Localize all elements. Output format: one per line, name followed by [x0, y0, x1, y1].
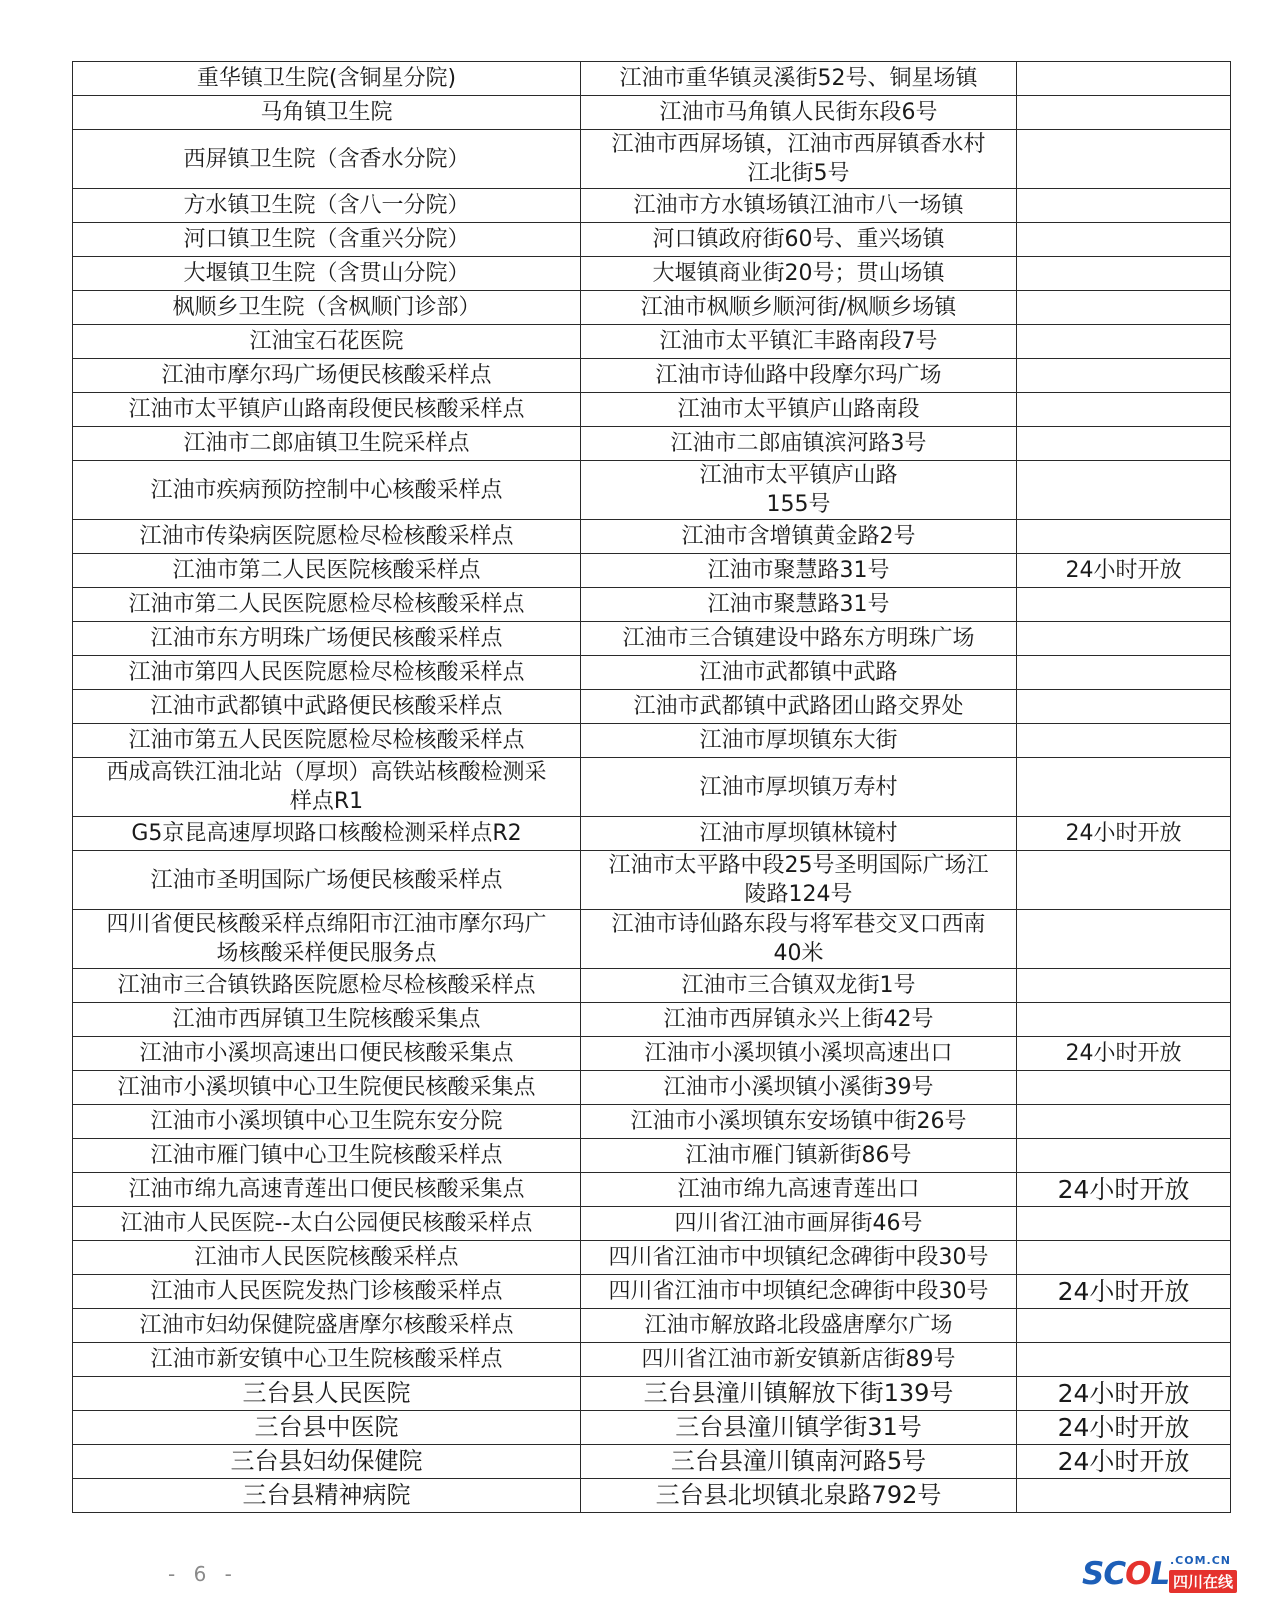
table-row	[73, 588, 1231, 622]
site-note-cell	[1017, 724, 1231, 758]
table-row	[73, 1343, 1231, 1377]
site-name-cell: 方水镇卫生院（含八一分院）	[73, 189, 581, 223]
table-row	[73, 910, 1231, 969]
site-name-cell: 江油市雁门镇中心卫生院核酸采样点	[73, 1139, 581, 1173]
site-address-cell: 江油市重华镇灵溪街52号、铜星场镇	[581, 62, 1017, 96]
site-note-cell	[1017, 1003, 1231, 1037]
table-row	[73, 427, 1231, 461]
site-address-cell: 江油市马角镇人民街东段6号	[581, 96, 1017, 130]
site-note-cell	[1017, 851, 1231, 910]
table-row	[73, 622, 1231, 656]
site-name-cell: 江油市人民医院核酸采样点	[73, 1241, 581, 1275]
site-address-cell: 江油市绵九高速青莲出口	[581, 1173, 1017, 1207]
site-note-cell: 24小时开放	[1017, 1037, 1231, 1071]
table-row	[73, 257, 1231, 291]
site-name-cell: 三台县中医院	[73, 1411, 581, 1445]
site-address-cell: 河口镇政府街60号、重兴场镇	[581, 223, 1017, 257]
site-note-cell	[1017, 1105, 1231, 1139]
site-note-cell	[1017, 1479, 1231, 1513]
site-name-cell: 江油市绵九高速青莲出口便民核酸采集点	[73, 1173, 581, 1207]
site-note-cell	[1017, 393, 1231, 427]
site-address-cell: 大堰镇商业街20号；贯山场镇	[581, 257, 1017, 291]
site-name-cell: 江油市第五人民医院愿检尽检核酸采样点	[73, 724, 581, 758]
table-row	[73, 1377, 1231, 1411]
site-name-cell: 枫顺乡卫生院（含枫顺门诊部）	[73, 291, 581, 325]
site-address-cell: 江油市小溪坝镇东安场镇中街26号	[581, 1105, 1017, 1139]
site-note-cell: 24小时开放	[1017, 1377, 1231, 1411]
site-name-cell: 江油市摩尔玛广场便民核酸采样点	[73, 359, 581, 393]
site-name-cell: 江油市第二人民医院愿检尽检核酸采样点	[73, 588, 581, 622]
table-row	[73, 1207, 1231, 1241]
table-row	[73, 656, 1231, 690]
site-name-cell: 江油市传染病医院愿检尽检核酸采样点	[73, 520, 581, 554]
table-row	[73, 1071, 1231, 1105]
site-note-cell	[1017, 461, 1231, 520]
site-name-cell: 四川省便民核酸采样点绵阳市江油市摩尔玛广 场核酸采样便民服务点	[73, 910, 581, 969]
logo-chinese-name: 四川在线	[1169, 1570, 1237, 1593]
table-row	[73, 1479, 1231, 1513]
logo-wordmark-l: L	[1150, 1556, 1170, 1592]
site-address-cell: 三台县潼川镇解放下街139号	[581, 1377, 1017, 1411]
site-note-cell: 24小时开放	[1017, 817, 1231, 851]
table-row	[73, 758, 1231, 817]
logo-wordmark	[1082, 1556, 1169, 1592]
table-row	[73, 817, 1231, 851]
table-row	[73, 130, 1231, 189]
table-row	[73, 724, 1231, 758]
site-address-cell: 江油市小溪坝镇小溪坝高速出口	[581, 1037, 1017, 1071]
table-row	[73, 1411, 1231, 1445]
site-address-cell: 四川省江油市画屏街46号	[581, 1207, 1017, 1241]
site-note-cell: 24小时开放	[1017, 554, 1231, 588]
scol-logo	[1082, 1554, 1242, 1596]
table-row	[73, 461, 1231, 520]
site-address-cell: 四川省江油市中坝镇纪念碑街中段30号	[581, 1275, 1017, 1309]
site-note-cell	[1017, 291, 1231, 325]
table-row	[73, 291, 1231, 325]
site-note-cell	[1017, 257, 1231, 291]
site-note-cell	[1017, 910, 1231, 969]
table-row	[73, 1309, 1231, 1343]
site-address-cell: 江油市太平镇庐山路 155号	[581, 461, 1017, 520]
logo-wordmark-o: O	[1125, 1556, 1151, 1592]
site-address-cell: 三台县北坝镇北泉路792号	[581, 1479, 1017, 1513]
site-note-cell	[1017, 96, 1231, 130]
site-name-cell: 重华镇卫生院(含铜星分院)	[73, 62, 581, 96]
table-row	[73, 1445, 1231, 1479]
site-address-cell: 江油市三合镇建设中路东方明珠广场	[581, 622, 1017, 656]
site-name-cell: 江油市三合镇铁路医院愿检尽检核酸采样点	[73, 969, 581, 1003]
site-name-cell: 三台县妇幼保健院	[73, 1445, 581, 1479]
site-note-cell	[1017, 1241, 1231, 1275]
site-name-cell: 三台县精神病院	[73, 1479, 581, 1513]
table-row	[73, 393, 1231, 427]
test-site-table	[72, 61, 1231, 1513]
site-name-cell: 三台县人民医院	[73, 1377, 581, 1411]
site-name-cell: 江油市武都镇中武路便民核酸采样点	[73, 690, 581, 724]
site-name-cell: 江油市西屏镇卫生院核酸采集点	[73, 1003, 581, 1037]
table-row	[73, 554, 1231, 588]
site-note-cell	[1017, 223, 1231, 257]
site-note-cell	[1017, 1309, 1231, 1343]
site-name-cell: 江油市第二人民医院核酸采样点	[73, 554, 581, 588]
site-address-cell: 江油市武都镇中武路团山路交界处	[581, 690, 1017, 724]
site-name-cell: 江油市太平镇庐山路南段便民核酸采样点	[73, 393, 581, 427]
site-name-cell: 江油市小溪坝镇中心卫生院便民核酸采集点	[73, 1071, 581, 1105]
site-address-cell: 四川省江油市新安镇新店街89号	[581, 1343, 1017, 1377]
site-address-cell: 江油市含增镇黄金路2号	[581, 520, 1017, 554]
site-note-cell	[1017, 427, 1231, 461]
site-address-cell: 江油市诗仙路中段摩尔玛广场	[581, 359, 1017, 393]
site-address-cell: 江油市聚慧路31号	[581, 588, 1017, 622]
site-address-cell: 江油市三合镇双龙街1号	[581, 969, 1017, 1003]
site-name-cell: 江油宝石花医院	[73, 325, 581, 359]
page-number: - 6 -	[168, 1562, 238, 1586]
site-note-cell: 24小时开放	[1017, 1445, 1231, 1479]
site-address-cell: 江油市二郎庙镇滨河路3号	[581, 427, 1017, 461]
site-name-cell: 西屏镇卫生院（含香水分院）	[73, 130, 581, 189]
site-name-cell: 马角镇卫生院	[73, 96, 581, 130]
site-address-cell: 江油市西屏镇永兴上街42号	[581, 1003, 1017, 1037]
site-note-cell	[1017, 359, 1231, 393]
site-note-cell	[1017, 588, 1231, 622]
site-note-cell	[1017, 758, 1231, 817]
site-name-cell: 河口镇卫生院（含重兴分院）	[73, 223, 581, 257]
site-address-cell: 江油市解放路北段盛唐摩尔广场	[581, 1309, 1017, 1343]
logo-wordmark-sc: SC	[1082, 1556, 1126, 1592]
table-row	[73, 690, 1231, 724]
site-note-cell: 24小时开放	[1017, 1173, 1231, 1207]
site-address-cell: 江油市诗仙路东段与将军巷交叉口西南 40米	[581, 910, 1017, 969]
site-note-cell	[1017, 189, 1231, 223]
site-name-cell: 江油市二郎庙镇卫生院采样点	[73, 427, 581, 461]
site-note-cell: 24小时开放	[1017, 1275, 1231, 1309]
site-address-cell: 江油市方水镇场镇江油市八一场镇	[581, 189, 1017, 223]
site-name-cell: 江油市新安镇中心卫生院核酸采样点	[73, 1343, 581, 1377]
table-row	[73, 1275, 1231, 1309]
site-address-cell: 江油市雁门镇新街86号	[581, 1139, 1017, 1173]
table-row	[73, 96, 1231, 130]
site-address-cell: 江油市厚坝镇东大街	[581, 724, 1017, 758]
site-note-cell	[1017, 1139, 1231, 1173]
table-row	[73, 1003, 1231, 1037]
site-name-cell: 江油市疾病预防控制中心核酸采样点	[73, 461, 581, 520]
site-address-cell: 江油市西屏场镇，江油市西屏镇香水村 江北街5号	[581, 130, 1017, 189]
site-address-cell: 江油市武都镇中武路	[581, 656, 1017, 690]
site-address-cell: 四川省江油市中坝镇纪念碑街中段30号	[581, 1241, 1017, 1275]
site-address-cell: 江油市厚坝镇万寿村	[581, 758, 1017, 817]
site-note-cell	[1017, 62, 1231, 96]
site-name-cell: 江油市小溪坝高速出口便民核酸采集点	[73, 1037, 581, 1071]
table-row	[73, 1139, 1231, 1173]
site-note-cell	[1017, 1207, 1231, 1241]
site-address-cell: 江油市太平镇庐山路南段	[581, 393, 1017, 427]
table-body	[73, 62, 1231, 1513]
site-note-cell	[1017, 325, 1231, 359]
site-note-cell	[1017, 1071, 1231, 1105]
site-name-cell: 江油市妇幼保健院盛唐摩尔核酸采样点	[73, 1309, 581, 1343]
site-note-cell	[1017, 969, 1231, 1003]
site-note-cell	[1017, 622, 1231, 656]
table-row	[73, 1105, 1231, 1139]
site-name-cell: 江油市圣明国际广场便民核酸采样点	[73, 851, 581, 910]
table-row	[73, 189, 1231, 223]
table-row	[73, 223, 1231, 257]
site-name-cell: 大堰镇卫生院（含贯山分院）	[73, 257, 581, 291]
site-note-cell	[1017, 690, 1231, 724]
site-address-cell: 江油市厚坝镇林镜村	[581, 817, 1017, 851]
site-name-cell: 江油市人民医院发热门诊核酸采样点	[73, 1275, 581, 1309]
site-name-cell: 江油市小溪坝镇中心卫生院东安分院	[73, 1105, 581, 1139]
site-address-cell: 江油市小溪坝镇小溪街39号	[581, 1071, 1017, 1105]
table-row	[73, 520, 1231, 554]
site-address-cell: 江油市聚慧路31号	[581, 554, 1017, 588]
logo-domain: .COM.CN	[1170, 1554, 1232, 1567]
site-name-cell: 西成高铁江油北站（厚坝）高铁站核酸检测采 样点R1	[73, 758, 581, 817]
table-row	[73, 62, 1231, 96]
site-note-cell	[1017, 520, 1231, 554]
table-row	[73, 969, 1231, 1003]
table-row	[73, 1173, 1231, 1207]
site-address-cell: 三台县潼川镇学街31号	[581, 1411, 1017, 1445]
site-note-cell	[1017, 656, 1231, 690]
table-row	[73, 851, 1231, 910]
site-name-cell: 江油市第四人民医院愿检尽检核酸采样点	[73, 656, 581, 690]
table-row	[73, 1241, 1231, 1275]
table-row	[73, 359, 1231, 393]
site-address-cell: 三台县潼川镇南河路5号	[581, 1445, 1017, 1479]
table-row	[73, 325, 1231, 359]
site-note-cell	[1017, 1343, 1231, 1377]
site-name-cell: 江油市人民医院--太白公园便民核酸采样点	[73, 1207, 581, 1241]
site-name-cell: 江油市东方明珠广场便民核酸采样点	[73, 622, 581, 656]
site-name-cell: G5京昆高速厚坝路口核酸检测采样点R2	[73, 817, 581, 851]
site-note-cell	[1017, 130, 1231, 189]
site-note-cell: 24小时开放	[1017, 1411, 1231, 1445]
site-address-cell: 江油市枫顺乡顺河街/枫顺乡场镇	[581, 291, 1017, 325]
site-address-cell: 江油市太平镇汇丰路南段7号	[581, 325, 1017, 359]
site-address-cell: 江油市太平路中段25号圣明国际广场江 陵路124号	[581, 851, 1017, 910]
table-row	[73, 1037, 1231, 1071]
